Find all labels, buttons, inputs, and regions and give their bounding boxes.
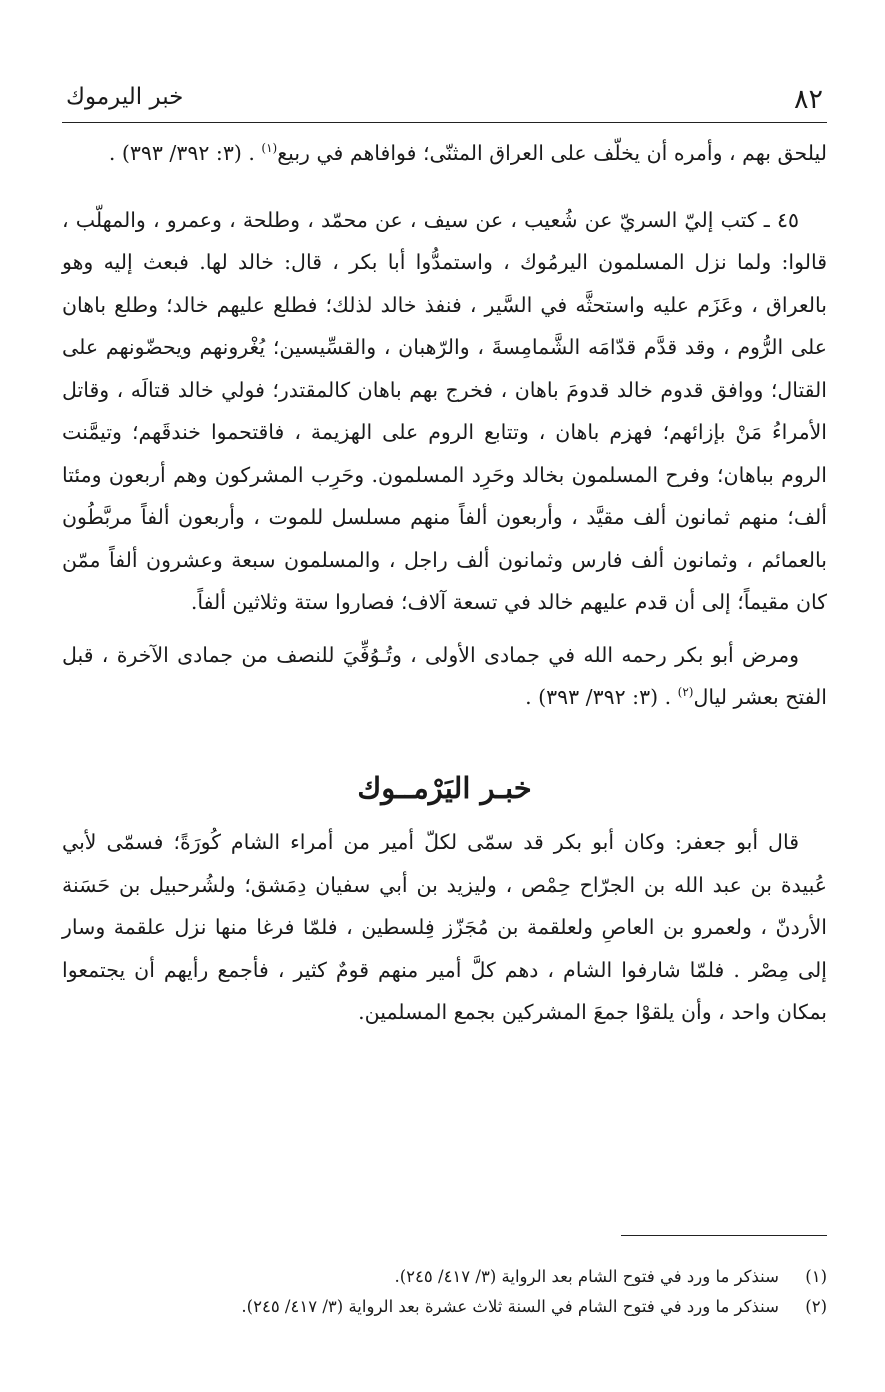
paragraph-2: ٤٥ ـ كتب إليّ السريّ عن شُعيب ، عن سيف ، عن محمّد ، وطلحة ، وعمرو ، والمهلّب ، قالوا: ولما نزل المسلمون اليرمُوك ، واستمدُّوا أبا بكر ، قال: خالد لها. فبعث إليه وهو بالعراق ، وعَزَم عليه واستحثَّه في السَّير ، فنفذ خالد لذلك؛ فطلع عليهم خالد؛ وطلع باهان على الرُّوم ، وقد قدَّم قدّامَه الشَّمامِسةَ ، والرّهبان ، والقسِّيسين؛ يُغْرونهم ويحضّونهم على القتال؛ ووافق قدوم خالد قدومَ باهان ، فخرج بهم باهان كالمقتدر؛ فولي خالد قتالَه ، وقاتل الأمراءُ مَنْ بإزائهم؛ فهزم باهان ، وتتابع الروم على الهزيمة ، فاقتحموا خندقَهم؛ وتيمَّنت الروم بباهان؛ وفرح المسلمون بخالد وحَرِد المسلمون. وحَرِب المشركون وهم أربعون ومئتا ألف؛ منهم ثمانون ألف مقيَّد ، وأربعون ألفاً منهم مسلسل للموت ، وأربعون ألفاً مربَّطُون بالعمائم ، وثمانون ألف فارس وثمانون ألف راجل ، والمسلمون سبعة وعشرون ألفاً ممّن كان مقيماً؛ إلى أن قدم عليهم خالد في تسعة آلاف؛ فصاروا ستة وثلاثين ألفاً. (62, 207, 827, 614)
footnote-1 (62, 1262, 827, 1292)
footnote-text: سنذكر ما ورد في فتوح الشام في السنة ثلاث عشرة بعد الرواية (٣/ ٤١٧/ ٢٤٥). (241, 1297, 779, 1316)
running-title: خبر اليرموك (66, 84, 184, 110)
paragraph-1: ليلحق بهم ، وأمره أن يخلّف على العراق المثنّى؛ فوافاهم في ربيع$^{(١)}$ . (٣: ٣٩٢/ ٣٩٣) . (108, 141, 827, 165)
footnote-2 (62, 1292, 827, 1322)
footnote-text: سنذكر ما ورد في فتوح الشام بعد الرواية (٣/ ٤١٧/ ٢٤٥). (394, 1267, 779, 1286)
section-heading: خبـر اليَرْمــوك (357, 770, 532, 805)
page-number: ٨٢ (793, 84, 823, 115)
paragraph-4: قال أبو جعفر: وكان أبو بكر قد سمّى لكلّ أمير من أمراء الشام كُورَةً؛ فسمّى لأبي عُبيدة بن عبد الله بن الجرّاح حِمْص ، وليزيد بن أبي سفيان دِمَشق؛ ولشُرحبيل بن حَسَنة الأردنّ ، ولعمرو بن العاصِ ولعلقمة بن مُجَزّز فِلسطين ، فلمّا فرغا منها نزل علقمة وسار إلى مِصْر . فلمّا شارفوا الشام ، دهم كلَّ أمير منهم قومٌ كثير ، فأجمع رأيهم أن يجتمعوا بمكان واحد ، وأن يلقوْا جمعَ المشركين بجمع المسلمين. (62, 830, 827, 1024)
footnote-ref-1: (١) (261, 141, 278, 156)
footnote-number: (٢) (805, 1297, 827, 1316)
footnote-separator (621, 1235, 827, 1236)
paragraph-3: ومرض أبو بكر رحمه الله في جمادى الأولى ، وتُـوُفِّيَ للنصف من جمادى الآخرة ، قبل الفتح بعشر ليال$^{(٢)}$ . (٣: ٣٩٢/ ٣٩٣) . (62, 642, 827, 709)
page-header (62, 78, 827, 123)
footnote-number: (١) (805, 1267, 827, 1286)
footnotes (62, 1262, 827, 1322)
footnote-ref-2: (٢) (677, 685, 694, 700)
main-text (62, 132, 827, 1034)
